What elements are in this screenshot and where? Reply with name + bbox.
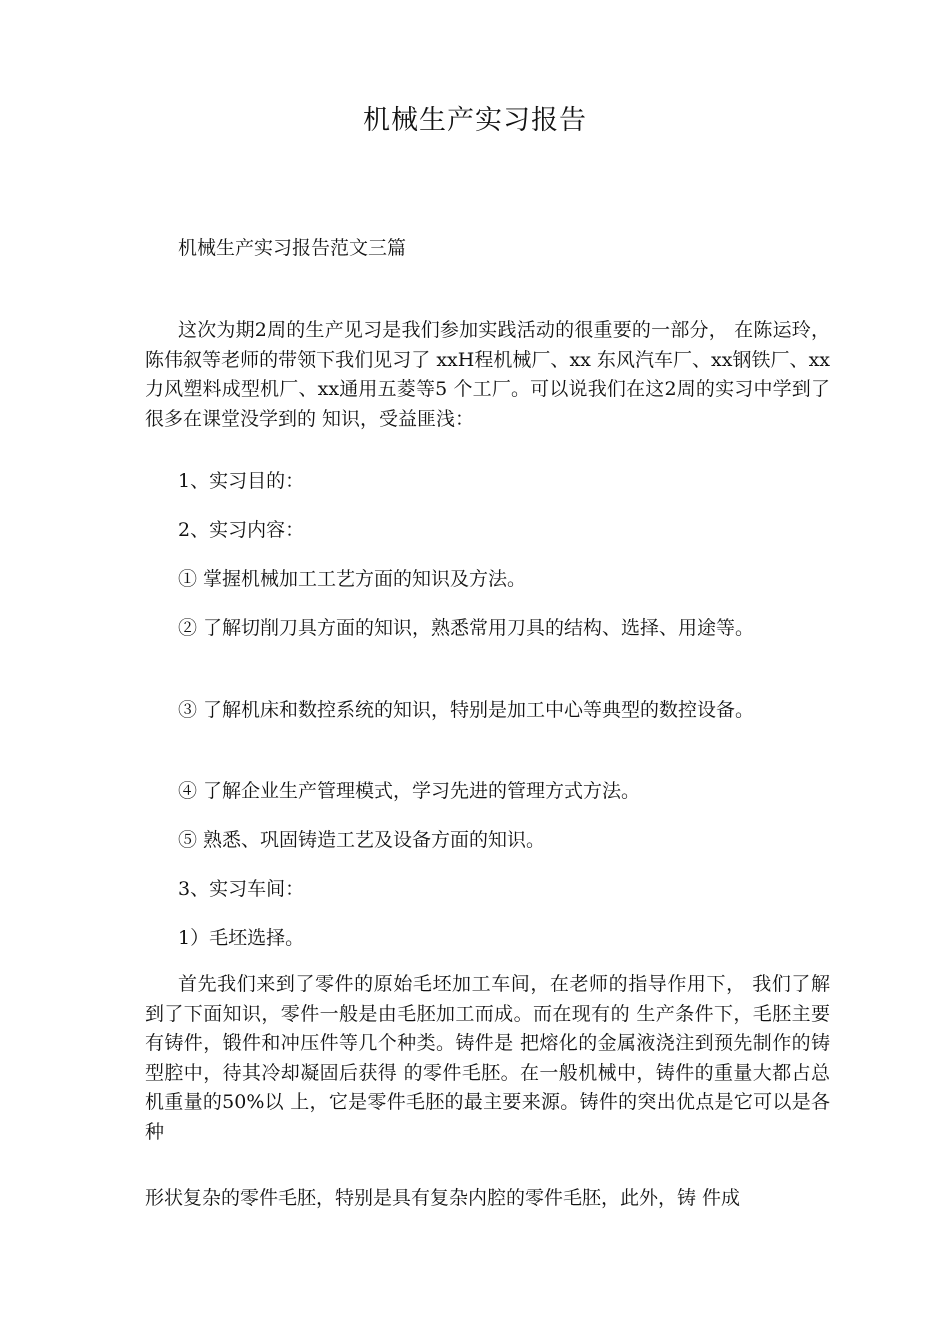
section-heading-objective: 1、实习目的： [178,470,305,492]
content-item-2: ② 了解切削刀具方面的知识，熟悉常用刀具的结构、选择、用途等。 [178,617,755,639]
content-item-3: ③ 了解机床和数控系统的知识，特别是加工中心等典型的数控设备。 [178,699,755,721]
content-item-4: ④ 了解企业生产管理模式，学习先进的管理方式方法。 [178,780,641,802]
section-heading-workshop: 3、实习车间： [178,878,305,900]
intro-paragraph: 这次为期2周的生产见习是我们参加实践活动的很重要的一部分， 在陈运玲，陈伟叙等老师的带领下我们见习了 xxH程机械厂、xx 东风汽车厂、xx钢铁厂、xx力风塑料成型机厂、xx通用五菱等5 个工厂。可以说我们在这2周的实习中学到了很多在课堂没学到的 知识，受益匪浅： [145,319,830,430]
content-item-5: ⑤ 熟悉、巩固铸造工艺及设备方面的知识。 [178,829,546,851]
content-item-1: ① 掌握机械加工工艺方面的知识及方法。 [178,568,527,590]
body-paragraph-2: 形状复杂的零件毛胚，特别是具有复杂内腔的零件毛胚，此外，铸 件成 [145,1187,741,1209]
section-heading-content: 2、实习内容： [178,519,305,541]
body-paragraph-1: 首先我们来到了零件的原始毛坯加工车间，在老师的指导作用下， 我们了解到了下面知识，零件一般是由毛胚加工而成。而在现有的 生产条件下，毛胚主要有铸件，锻件和冲压件等几个种类。铸件是 把熔化的金属液浇注到预先制作的铸型腔中，待其冷却凝固后获得 的零件毛胚。在一般机械中，铸件的重量大都占总机重量的50%以 上，它是零件毛胚的最主要来源。铸件的突出优点是它可以是各种 [145,973,830,1143]
document-title: 机械生产实习报告 [363,105,587,136]
document-subtitle: 机械生产实习报告范文三篇 [178,237,407,259]
subsection-heading-blank: 1）毛坯选择。 [178,927,305,949]
